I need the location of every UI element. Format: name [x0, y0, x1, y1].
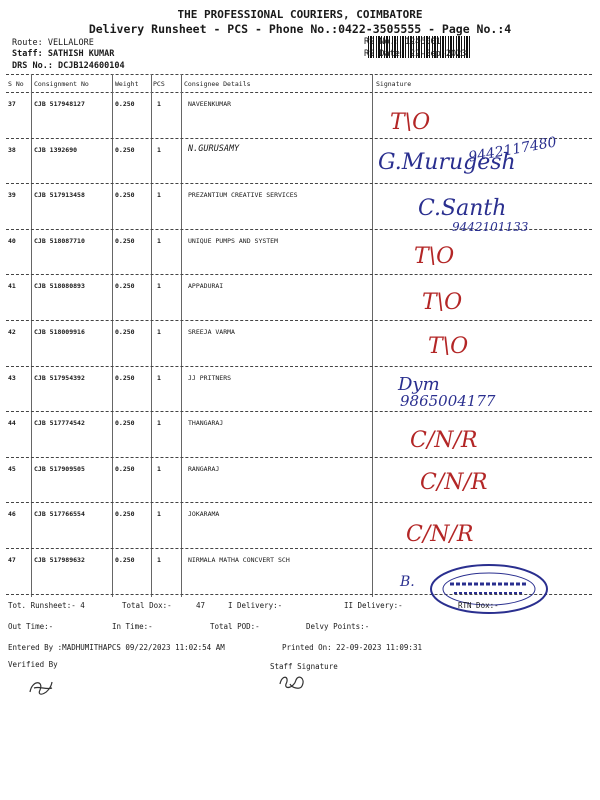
staff-signature-mark: [276, 672, 310, 692]
row-sno: 40: [8, 236, 16, 245]
runsheet-subtitle: Delivery Runsheet - PCS - Phone No.:0422-3505555 - Page No.:4: [88, 22, 512, 36]
total-dox-value: 47: [196, 601, 206, 610]
row-weight: 0.250: [115, 191, 135, 200]
row-sno: 41: [8, 282, 16, 291]
row-weight: 0.250: [115, 145, 135, 154]
row-pcs: 1: [157, 282, 161, 291]
col-header-signature: Signature: [376, 80, 412, 88]
drs-number: DRS No.: DCJB124600104: [12, 61, 125, 71]
company-title: THE PROFESSIONAL COURIERS, COIMBATORE: [177, 8, 423, 21]
row-consignment-no: CJB 518087710: [34, 236, 85, 245]
row-consignee: UNIQUE PUMPS AND SYSTEM: [188, 236, 279, 245]
row-pcs: 1: [157, 464, 161, 473]
row-pcs: 1: [157, 191, 161, 200]
handwritten-b-mark: B.: [400, 574, 415, 590]
handwritten-phone: 9865004177: [400, 392, 496, 410]
handwritten-signature: Dym: [398, 374, 440, 395]
row-consignee: SREEJA VARMA: [188, 328, 235, 336]
handwritten-tlo: T\O: [414, 244, 455, 269]
col-divider: [31, 74, 32, 597]
row-rule: [6, 411, 592, 412]
row-sno: 39: [8, 191, 16, 200]
header-rule: [6, 92, 592, 93]
row-consignment-no: CJB 517766554: [34, 510, 85, 519]
row-sno: 44: [8, 419, 16, 428]
handwritten-phone: 9442101133: [452, 220, 529, 234]
staff-signature-label: Staff Signature: [270, 662, 338, 671]
handwritten-cnr: C/N/R: [410, 428, 478, 453]
route-label: Route: VELLALORE: [12, 38, 94, 48]
row-weight: 0.250: [115, 236, 135, 245]
handwritten-cnr: C/N/R: [420, 470, 488, 495]
row-weight: 0.250: [115, 282, 135, 291]
row-consignment-no: CJB 1392690: [34, 145, 78, 154]
row-weight: 0.250: [115, 419, 135, 428]
col-header-consignment: Consignment No: [34, 80, 89, 88]
handwritten-tlo: T\O: [422, 290, 463, 315]
handwritten-signature: C.Santh: [418, 196, 507, 221]
col-header-pcs: PCS: [153, 80, 165, 88]
row-consignment-no: CJB 518009916: [34, 328, 85, 336]
row-weight: 0.250: [115, 464, 135, 473]
table-top-rule: [6, 74, 592, 75]
row-rule: [6, 320, 592, 321]
row-sno: 37: [8, 100, 16, 108]
handwritten-tlo: T\O: [390, 110, 431, 135]
total-dox-label: Total Dox:-: [122, 601, 172, 610]
row-rule: [6, 138, 592, 139]
row-consignment-no: CJB 518080893: [34, 282, 85, 291]
row-sno: 38: [8, 145, 16, 154]
row-weight: 0.250: [115, 328, 135, 336]
row-weight: 0.250: [115, 100, 135, 108]
handwritten-cnr: C/N/R: [406, 522, 474, 547]
rtn-dox: RTN Dox:-: [458, 601, 499, 610]
col-divider: [112, 74, 113, 597]
verified-by: Verified By: [8, 660, 58, 669]
row-consignee: PREZANTIUM CREATIVE SERVICES: [188, 191, 298, 200]
row-pcs: 1: [157, 510, 161, 519]
row-weight: 0.250: [115, 556, 135, 564]
row-pcs: 1: [157, 145, 161, 154]
row-consignee: JJ PRITNERS: [188, 373, 232, 382]
row-consignee: RANGARAJ: [188, 464, 220, 473]
col-header-weight: Weight: [115, 80, 139, 88]
row-pcs: 1: [157, 373, 161, 382]
rs-number: RS No.: 1246001: [364, 37, 441, 47]
handwritten-signature: G.Murugesh: [378, 150, 516, 175]
row-weight: 0.250: [115, 373, 135, 382]
row-consignment-no: CJB 517989632: [34, 556, 85, 564]
row-pcs: 1: [157, 236, 161, 245]
col-divider: [181, 74, 182, 597]
row-consignment-no: CJB 517954392: [34, 373, 85, 382]
rs-date: RS Date: 22-Sep-2023: [364, 49, 467, 59]
row-sno: 45: [8, 464, 16, 473]
verifier-signature-mark: [26, 676, 56, 698]
col-header-consignee: Consignee Details: [184, 80, 251, 88]
row-consignee: NIRMALA MATHA CONCVERT SCH: [188, 556, 290, 564]
row-rule: [6, 457, 592, 458]
ii-delivery: II Delivery:-: [344, 601, 403, 610]
col-divider: [372, 74, 373, 597]
row-consignee: APPADURAI: [188, 282, 224, 291]
staff-label: Staff: SATHISH KUMAR: [12, 49, 115, 59]
row-consignee: THANGARAJ: [188, 419, 224, 428]
i-delivery: I Delivery:-: [228, 601, 283, 610]
row-rule: [6, 183, 592, 184]
total-pod: Total POD:-: [210, 622, 260, 631]
handwritten-phone: 9442117480: [467, 134, 558, 166]
row-weight: 0.250: [115, 510, 135, 519]
row-pcs: 1: [157, 100, 161, 108]
row-consignment-no: CJB 517909505: [34, 464, 85, 473]
out-time: Out Time:-: [8, 622, 54, 631]
row-pcs: 1: [157, 328, 161, 336]
delvy-points: Delvy Points:-: [306, 622, 370, 631]
row-pcs: 1: [157, 419, 161, 428]
col-divider: [151, 74, 152, 597]
entered-by: Entered By :MADHUMITHAPCS 09/22/2023 11:02:54 AM: [8, 643, 225, 652]
col-header-sno: S No: [8, 80, 24, 88]
row-sno: 42: [8, 328, 16, 336]
row-sno: 47: [8, 556, 16, 564]
row-consignee: NAVEENKUMAR: [188, 100, 232, 108]
row-consignee: N.GURUSAMY: [188, 143, 240, 154]
row-sno: 43: [8, 373, 16, 382]
row-consignee: JOKARAMA: [188, 510, 220, 519]
row-rule: [6, 366, 592, 367]
row-pcs: 1: [157, 556, 161, 564]
handwritten-tlo: T\O: [428, 334, 469, 359]
row-consignment-no: CJB 517774542: [34, 419, 85, 428]
row-rule: [6, 274, 592, 275]
in-time: In Time:-: [112, 622, 153, 631]
printed-on: Printed On: 22-09-2023 11:09:31: [282, 643, 422, 652]
total-runsheet: Tot. Runsheet:- 4: [8, 601, 85, 610]
row-consignment-no: CJB 517948127: [34, 100, 85, 108]
row-rule: [6, 548, 592, 549]
row-sno: 46: [8, 510, 16, 519]
row-consignment-no: CJB 517913458: [34, 191, 85, 200]
row-rule: [6, 502, 592, 503]
